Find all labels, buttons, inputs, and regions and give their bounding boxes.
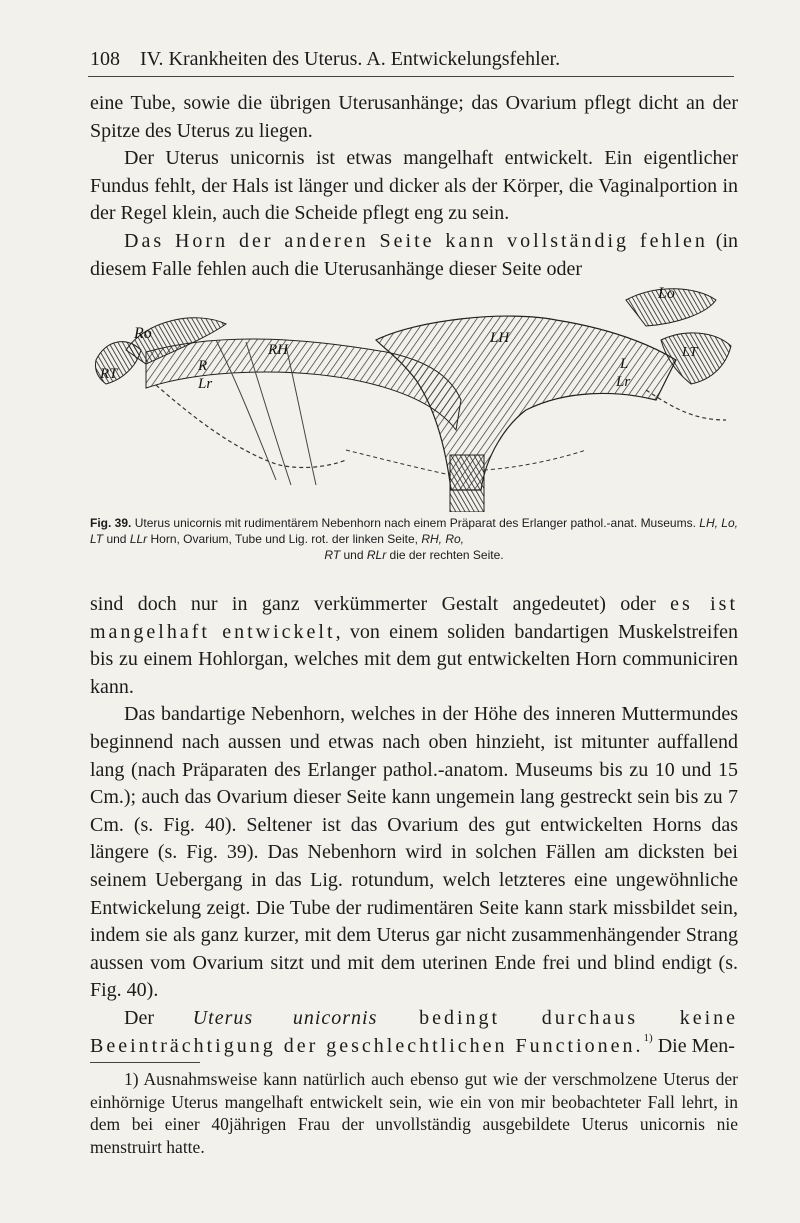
paragraph-unicornis: Der Uterus unicornis ist etwas mangelhaft entwickelt. Ein eigentlicher Fundus fehlt, der Hals ist länger und dicker als der Körper, die Vaginalportion in der Regel klein, auch die Scheide pflegt eng zu sein. bbox=[90, 147, 738, 225]
label-lr-left: Lr bbox=[616, 374, 631, 390]
label-ro: Ro bbox=[134, 325, 152, 342]
text-block-top bbox=[90, 90, 738, 283]
uterus-illustration bbox=[86, 280, 736, 512]
label-rt: RT bbox=[100, 366, 118, 382]
running-title: IV. Krankheiten des Uterus. A. Entwickelungsfehler. bbox=[140, 48, 561, 70]
label-rh: RH bbox=[268, 342, 288, 358]
label-lr-right: Lr bbox=[198, 376, 213, 392]
paragraph-mangelhaft: sind doch nur in ganz verkümmerter Gestalt angedeutet) oder es ist mangelhaft entwickelt, von einem soliden bandartigen Muskelstreifen bis zu einem Hohlorgan, welches mit dem gut entwickelten Horn communiciren kann. bbox=[90, 593, 739, 698]
cervix bbox=[450, 455, 484, 512]
label-lt: LT bbox=[682, 345, 698, 360]
label-r: R bbox=[198, 358, 208, 374]
italic-term: Uterus unicornis bbox=[192, 1006, 378, 1029]
figure-39 bbox=[86, 280, 736, 512]
page-number: 108 bbox=[90, 48, 120, 70]
spaced-emphasis: Das Horn der anderen Seite kann vollständig fehlen bbox=[124, 229, 708, 252]
spaced-emphasis: bedingt durchaus keine Beeinträchtigung der geschlechtlichen Functionen. bbox=[90, 1006, 738, 1057]
label-l: L bbox=[620, 356, 629, 372]
paragraph-nebenhorn: Das bandartige Nebenhorn, welches in der Höhe des inneren Muttermundes beginnend nach aussen und etwas nach oben hinzieht, ist mitunter auffallend lang (nach Präparaten des Erlanger pathol.-anatom. Museums bis zu 10 und 15 Cm.); auch das Ovarium dieser Seite kann ungemein lang gestreckt sein bis zu 7 Cm. (s. Fig. 40). Seltener ist das Ovarium des gut entwickelten Horns das längere (s. Fig. 39). Das Nebenhorn wird in solchen Fällen am dicksten bei seinem Uebergang in das Lig. rotundum, welch letzteres eine ungewöhnliche Entwickelung zeigt. Die Tube der rudimentären Seite kann stark missbildet sein, indem sie als ganz kurzer, mit dem Uterus gar nicht zusammenhängender Strang aussen vom Ovarium sitzt und mit dem uterinen Ende frei und blind endigt (s. Fig. 40). bbox=[90, 703, 738, 1002]
label-lh: LH bbox=[490, 330, 510, 346]
paragraph-horn: Das Horn der anderen Seite kann vollständig fehlen (in diesem Falle fehlen auch die Uterusanhänge dieser Seite oder bbox=[90, 229, 738, 280]
footnote-rule bbox=[90, 1062, 200, 1063]
paragraph-continued: eine Tube, sowie die übrigen Uterusanhänge; das Ovarium pflegt dicht an der Spitze des Uterus zu liegen. bbox=[90, 92, 738, 142]
header-rule bbox=[88, 76, 734, 77]
figure-caption: Fig. 39. Uterus unicornis mit rudimentärem Nebenhorn nach einem Präparat des Erlanger pathol.-anat. Museums. LH, Lo, LT und LLr Horn, Ovarium, Tube und Lig. rot. der linken Seite, RH, Ro, RT und RLr die der rechten Seite. bbox=[90, 516, 738, 562]
text-block-bottom bbox=[90, 591, 738, 1060]
paragraph-functionen: Der Uterus unicornis bedingt durchaus keine Beeinträchtigung der geschlechtlichen Functionen.$^{1)}$ Die Men- bbox=[90, 1006, 738, 1057]
figure-number: Fig. 39. bbox=[90, 516, 132, 530]
spaced-emphasis: es ist mangelhaft entwickelt bbox=[90, 593, 739, 643]
label-lo: Lo bbox=[658, 285, 675, 302]
footnote: 1) Ausnahmsweise kann natürlich auch ebenso gut wie der verschmolzene Uterus der einhörnige Uterus mangelhaft entwickelt sein, wie ein von mir beobachteter Fall lehrt, in dem bei einer 40jährigen Frau der unvollständig ausgebildete Uterus unicornis nie menstruirt hatte. bbox=[90, 1069, 738, 1157]
footnote-ref: 1) bbox=[643, 1031, 653, 1044]
